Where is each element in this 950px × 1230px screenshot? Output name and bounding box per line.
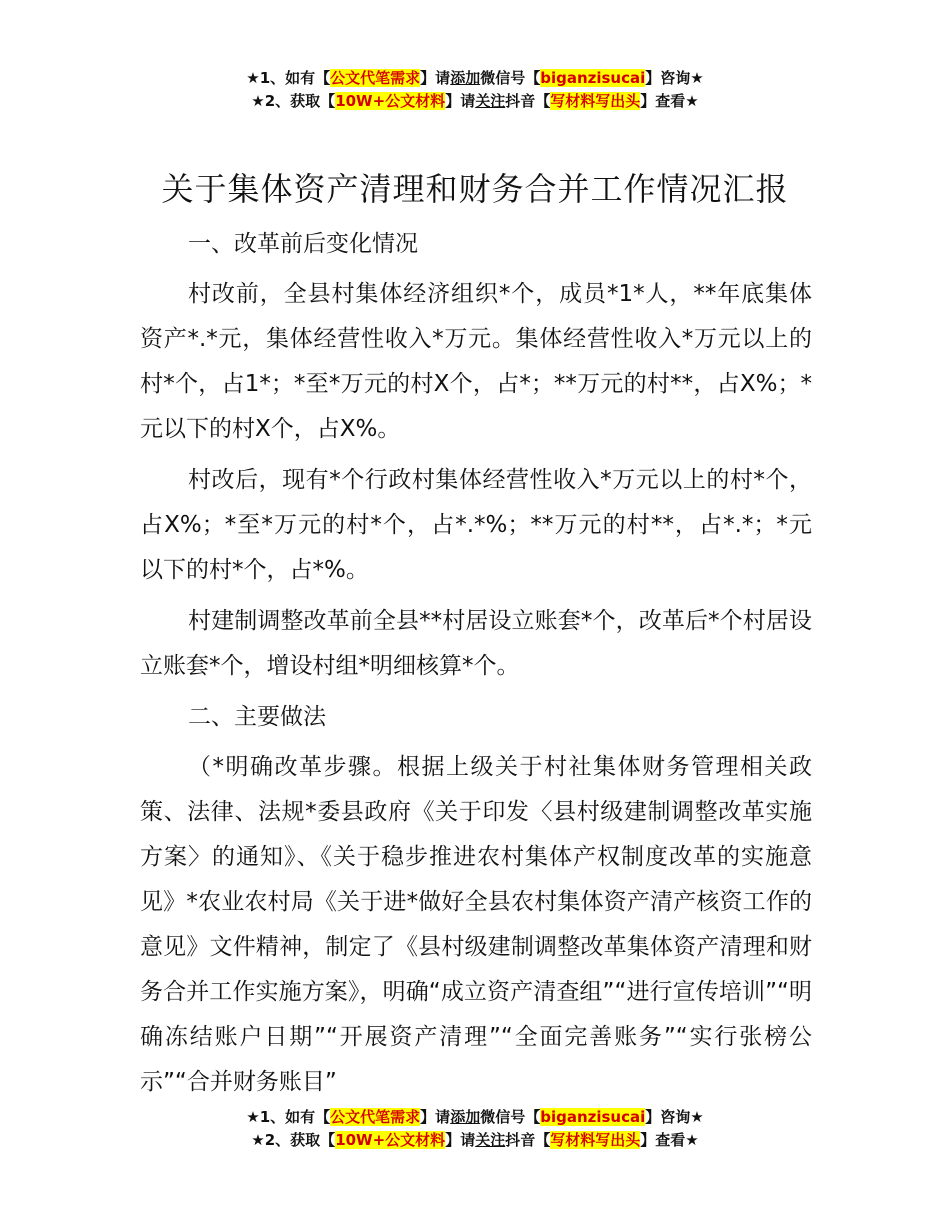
promo-highlight: 公文代笔需求 xyxy=(330,1108,421,1126)
promo-text: 】请 xyxy=(420,1108,451,1126)
promo-text: ★2、获取【 xyxy=(251,1131,336,1149)
promo-text: 抖音【 xyxy=(505,1131,551,1149)
body-paragraph: （*明确改革步骤。根据上级关于村社集体财务管理相关政策、法律、法规*委县政府《关于印发〈县村级建制调整改革实施方案〉的通知》、《关于稳步推进农村集体产权制度改革的实施意见》*农业农村局《关于进*做好全县农村集体资产清产核资工作的意见》文件精神，制定了《县村级建制调整改革集体资产清理和财务合并工作实施方案》，明确“成立资产清查组”“进行宣传培训”“明确冻结账户日期”“开展资产清理”“全面完善账务”“实行张榜公示”“合并财务账目” xyxy=(140,754,812,1095)
promo-text: ★1、如有【 xyxy=(246,69,331,87)
promo-line-1 xyxy=(0,1106,950,1129)
promo-text: ★1、如有【 xyxy=(246,1108,331,1126)
promo-highlight: 写材料写出头 xyxy=(550,1131,641,1149)
promo-highlight: biganzisucai xyxy=(540,69,646,87)
promo-text: 】咨询★ xyxy=(645,69,704,87)
promo-highlight: 10W+公文材料 xyxy=(335,92,446,110)
promo-highlight: 公文代笔需求 xyxy=(330,69,421,87)
promo-text: ★2、获取【 xyxy=(251,92,336,110)
promo-emphasis: 关注 xyxy=(475,92,506,110)
promo-text: 抖音【 xyxy=(505,92,551,110)
document-title: 关于集体资产清理和财务合并工作情况汇报 xyxy=(161,170,789,208)
promo-text: 】查看★ xyxy=(640,1131,699,1149)
body-paragraph: 村改后，现有*个行政村集体经营性收入*万元以上的村*个，占X%；*至*万元的村*个，占*.*%；**万元的村**，占*.*；*元以下的村*个，占*%。 xyxy=(140,467,812,583)
header-promo xyxy=(0,67,950,113)
promo-highlight: 10W+公文材料 xyxy=(335,1131,446,1149)
body-paragraph: 村建制调整改革前全县**村居设立账套*个，改革后*个村居设立账套*个，增设村组*明细核算*个。 xyxy=(140,608,812,679)
promo-line-1 xyxy=(0,67,950,90)
promo-text: 】咨询★ xyxy=(645,1108,704,1126)
promo-emphasis: 关注 xyxy=(475,1131,506,1149)
promo-line-2 xyxy=(0,90,950,113)
promo-text: 】请 xyxy=(420,69,451,87)
promo-highlight: biganzisucai xyxy=(540,1108,646,1126)
promo-highlight: 写材料写出头 xyxy=(550,92,641,110)
footer-promo xyxy=(0,1106,950,1152)
promo-emphasis: 添加 xyxy=(450,69,481,87)
section-heading: 二、主要做法 xyxy=(188,704,326,730)
promo-text: 】查看★ xyxy=(640,92,699,110)
body-paragraph: 村改前，全县村集体经济组织*个，成员*1*人，**年底集体资产*.*元，集体经营性收入*万元。集体经营性收入*万元以上的村*个，占1*；*至*万元的村X个，占*；**万元的村**，占X%；*元以下的村X个，占X%。 xyxy=(140,281,812,442)
promo-emphasis: 添加 xyxy=(450,1108,481,1126)
document-body xyxy=(140,222,812,1111)
section-heading: 一、改革前后变化情况 xyxy=(188,231,418,257)
promo-text: 微信号【 xyxy=(480,69,541,87)
promo-text: 微信号【 xyxy=(480,1108,541,1126)
promo-line-2 xyxy=(0,1129,950,1152)
promo-text: 】请 xyxy=(445,92,476,110)
promo-text: 】请 xyxy=(445,1131,476,1149)
